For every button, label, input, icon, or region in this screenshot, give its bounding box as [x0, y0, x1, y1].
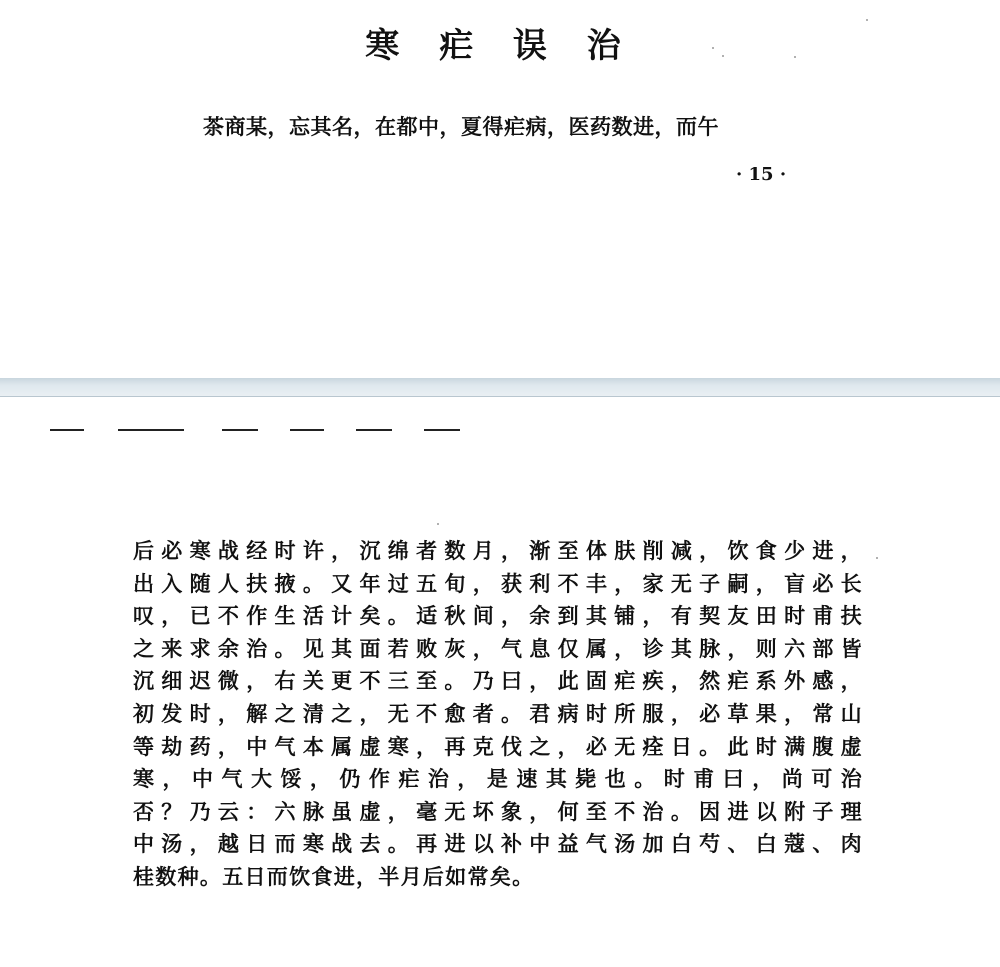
scan-speck: [722, 55, 724, 57]
page-title: 寒 疟 误 治: [365, 26, 635, 66]
body-line: 中汤，越日而寒战去。再进以补中益气汤加白芍、白蔻、肉: [133, 831, 863, 857]
scan-speck: [794, 56, 796, 58]
header-rule-segment: [290, 429, 324, 431]
body-line: 沉细迟微，右关更不三至。乃曰，此固疟疾，然疟系外感，: [133, 668, 863, 694]
body-line: 寒，中气大馁，仍作疟治，是速其毙也。时甫曰，尚可治: [133, 766, 863, 792]
body-line: 出入随人扶掖。又年过五旬，获利不丰，家无子嗣，盲必长: [133, 570, 863, 596]
body-text: [133, 535, 863, 894]
scan-speck: [437, 523, 439, 525]
lower-page: [0, 397, 1000, 967]
body-line: 否？乃云：六脉虽虚，毫无坏象，何至不治。因进以附子理: [133, 798, 863, 824]
scan-speck: [712, 47, 714, 49]
scan-speck: [866, 19, 868, 21]
page-number: · 15 ·: [736, 164, 787, 185]
body-line: 之来求余治。见其面若败灰，气息仅属，诊其脉，则六部皆: [133, 635, 863, 661]
header-rule-segment: [50, 429, 84, 431]
body-line: 初发时，解之清之，无不愈者。君病时所服，必草果，常山: [133, 700, 863, 726]
header-rule-segment: [222, 429, 258, 431]
body-line: 后必寒战经时许，沉绵者数月，渐至体肤削减，饮食少进，: [133, 538, 863, 563]
body-line: 桂数种。五日而饮食进，半月后如常矣。: [133, 863, 535, 889]
scan-speck: [876, 557, 878, 559]
header-rule-segment: [356, 429, 392, 431]
header-rule-segment: [118, 429, 184, 431]
upper-page: [0, 0, 1000, 378]
intro-text-line: 茶商某，忘其名，在都中，夏得疟病，医药数进，而午: [203, 114, 719, 139]
body-line: 等劫药，中气本属虚寒，再克伐之，必无痊日。此时满腹虚: [133, 733, 863, 759]
page-separator: [0, 378, 1000, 397]
body-line: 叹，已不作生活计矣。适秋间，余到其铺，有契友田时甫扶: [133, 603, 863, 629]
header-rule-segment: [424, 429, 460, 431]
